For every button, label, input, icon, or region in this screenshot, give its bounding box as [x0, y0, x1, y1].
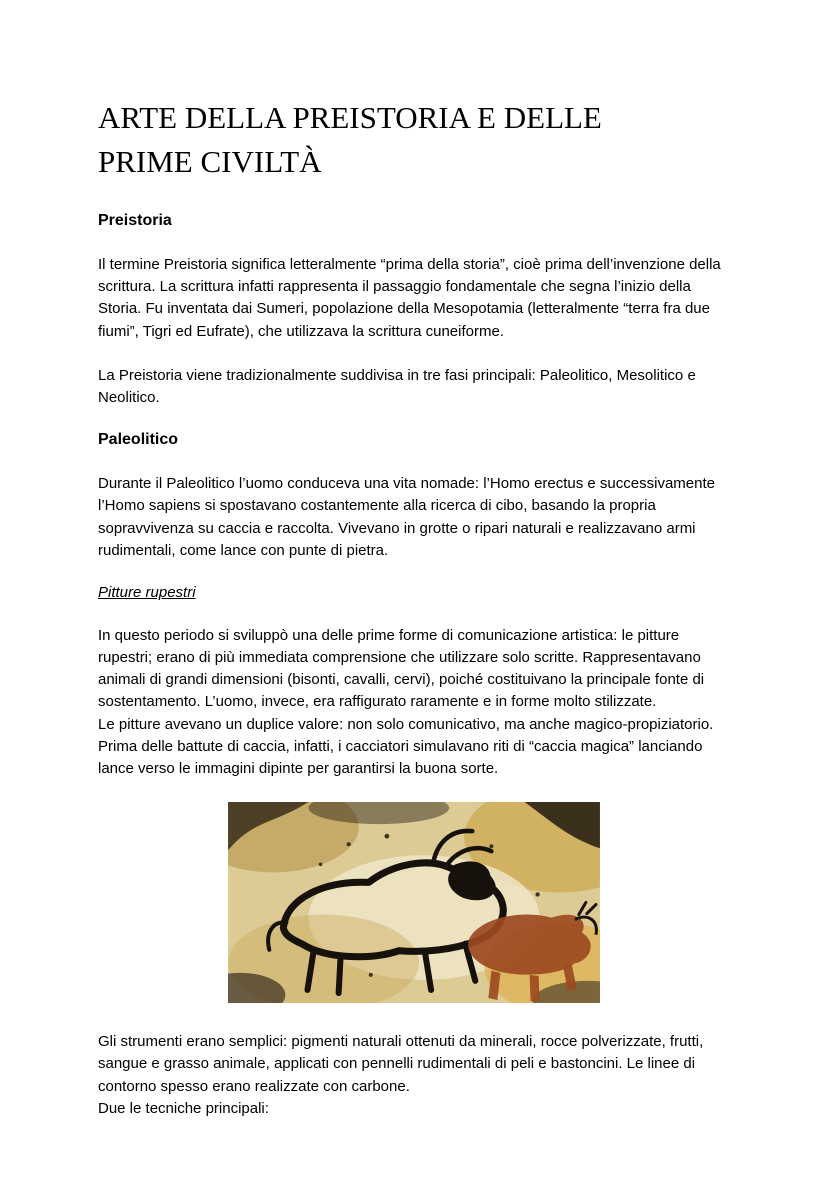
cave-painting-figure — [98, 802, 730, 1003]
paragraph-paleolitico-intro: Durante il Paleolitico l’uomo conduceva una vita nomade: l’Homo erectus e successivamente l’Homo sapiens si spostavano costantemente alla ricerca di cibo, basando la propria sopravvivenza su caccia e raccolta. Vivevano in grotte o ripari naturali e realizzavano armi rudimentali, come lance con punte di pietra. — [98, 475, 715, 559]
paragraph-due-tecniche: Due le tecniche principali: — [98, 1099, 269, 1117]
paragraph-pitture-rupestri-part-1: In questo periodo si sviluppò una delle prime forme di comunicazione artistica: le pitture rupestri; erano di più immediata comprensione che utilizzare solo scritte. Rappresentavano animali di grandi dimensioni (bisonti, cavalli, cervi), poiché costituivano la principale fonte di sostentamento. L’uomo, invece, era raffigurato raramente e in forme molto stilizzate. — [98, 626, 705, 711]
section-heading-paleolitico: Paleolitico — [98, 431, 179, 449]
subsection-heading-pitture-rupestri: Pitture rupestri — [98, 583, 196, 601]
paragraph-pitture-rupestri — [98, 625, 730, 780]
cave-painting-image — [228, 802, 600, 1003]
paragraph-tecniche — [98, 1031, 730, 1120]
title-line-1: ARTE DELLA PREISTORIA E DELLE — [98, 100, 602, 135]
section-heading-preistoria: Preistoria — [98, 212, 172, 230]
document-title — [98, 96, 730, 184]
paragraph-preistoria-definition: Il termine Preistoria significa letteralmente “prima della storia”, cioè prima dell’invenzione della scrittura. La scrittura infatti rappresenta il passaggio fondamentale che segna l’inizio della Storia. Fu inventata dai Sumeri, popolazione della Mesopotamia (letteralmente “terra fra due fiumi”, Tigri ed Eufrate), che utilizzava la scrittura cuneiforme. — [98, 256, 721, 340]
paragraph-pitture-rupestri-part-2: Le pitture avevano un duplice valore: non solo comunicativo, ma anche magico-propiziatorio. Prima delle battute di caccia, infatti, i cacciatori simulavano riti di “caccia magica” lanciando lance verso le immagini dipinte per garantirsi la buona sorte. — [98, 715, 714, 778]
paragraph-preistoria-phases: La Preistoria viene tradizionalmente suddivisa in tre fasi principali: Paleolitico, Mesolitico e Neolitico. — [98, 366, 696, 406]
title-line-2: PRIME CIVILTÀ — [98, 144, 322, 180]
paragraph-strumenti: Gli strumenti erano semplici: pigmenti naturali ottenuti da minerali, rocce polverizzate, frutti, sangue e grasso animale, applicati con pennelli rudimentali di peli e bastoncini. Le linee di contorno spesso erano realizzate con carbone. — [98, 1033, 704, 1095]
